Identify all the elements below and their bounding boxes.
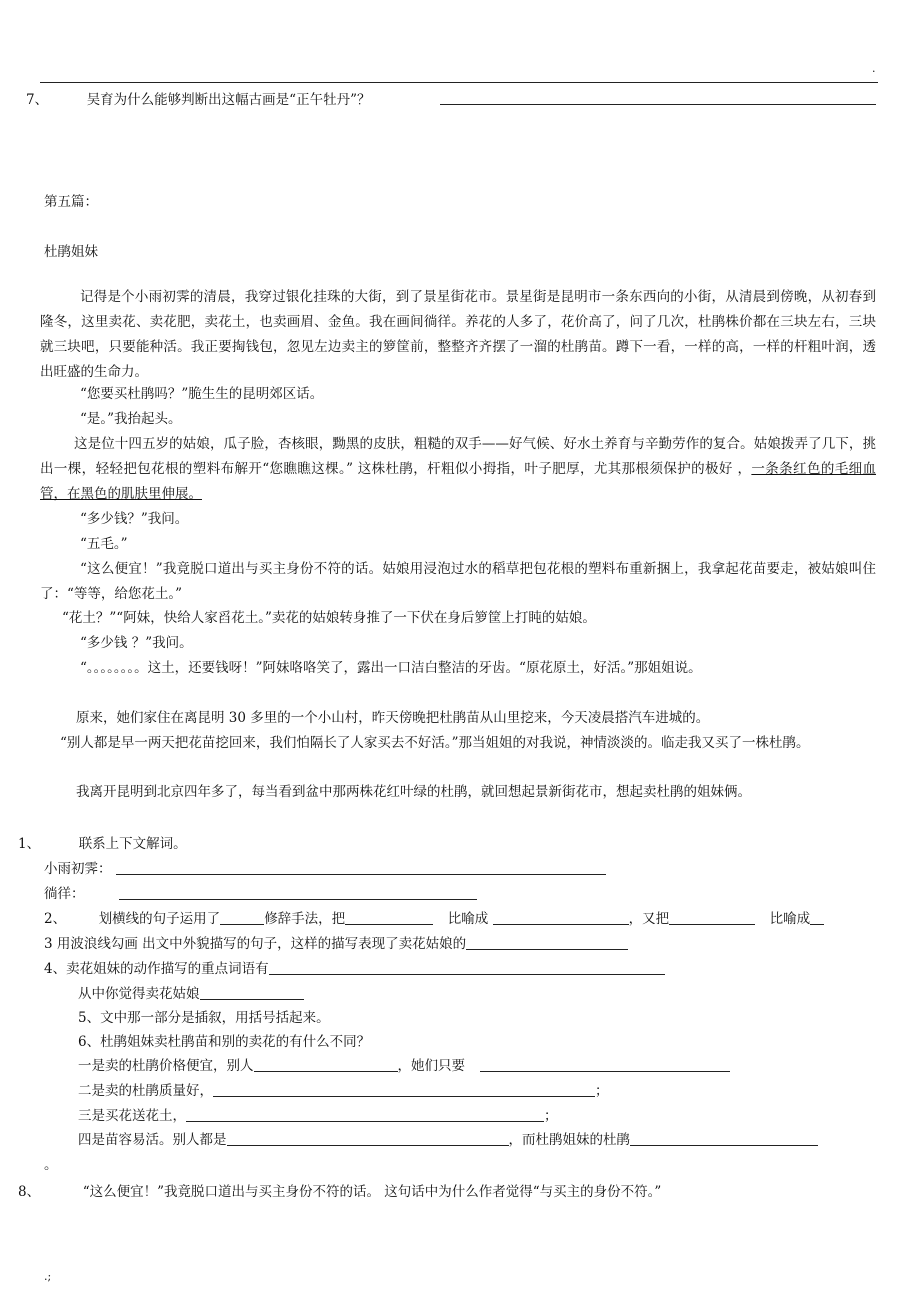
question-6-line-2 — [78, 1079, 609, 1099]
question-6-line-1-blank-2[interactable] — [480, 1057, 730, 1072]
question-7 — [26, 88, 371, 108]
footer-mark: .; — [44, 1270, 52, 1283]
question-1-word-2-label: 徜徉： — [44, 886, 85, 902]
question-6-line-3-blank[interactable] — [186, 1107, 544, 1122]
question-7-text: 吴育为什么能够判断出这幅古画是“正午牡丹”？ — [86, 92, 371, 108]
question-4-text: 4、卖花姐妹的动作描写的重点词语有 — [44, 961, 269, 977]
story-paragraph-13: 我离开昆明到北京四年多了，每当看到盆中那两株花红叶绿的杜鹃，就回想起景新街花市，想起卖杜鹃的姐妹俩。 — [76, 784, 751, 800]
question-6-line-4 — [78, 1128, 818, 1148]
question-1-word-2-answer[interactable] — [119, 885, 477, 900]
question-3-answer[interactable] — [466, 935, 628, 950]
story-paragraph-2: “您要买杜鹃吗？”脆生生的昆明郊区话。 — [80, 386, 324, 402]
question-6-line-4-text-b: ，而杜鹃姐妹的杜鹃 — [508, 1132, 630, 1148]
question-4-sub — [78, 982, 304, 1002]
story-paragraph-9: “多少钱 ？”我问。 — [80, 635, 193, 651]
corner-dot: . — [872, 62, 876, 75]
question-2-blank-3[interactable] — [493, 910, 629, 925]
question-6-line-2-blank[interactable] — [213, 1082, 595, 1097]
question-1-word-1 — [44, 857, 606, 877]
question-4-sub-answer[interactable] — [200, 985, 304, 1000]
story-paragraph-7: “这么便宜！”我竟脱口道出与买主身份不符的话。姑娘用浸泡过水的稻草把包花根的塑料布重新捆上，我拿起花苗要走，被姑娘叫住了：“等等，给您花土。” — [40, 561, 876, 602]
question-4-answer[interactable] — [269, 960, 665, 975]
question-2-blank-1[interactable] — [220, 910, 264, 925]
question-6: 6、杜鹃姐妹卖杜鹃苗和别的卖花的有什么不同？ — [78, 1034, 371, 1050]
question-6-line-1-text-a: 一是卖的杜鹃价格便宜，别人 — [78, 1058, 254, 1074]
section-title: 第五篇： — [44, 194, 98, 210]
story-title: 杜鹃姐妹 — [44, 244, 98, 260]
question-7-number: 7、 — [26, 92, 49, 108]
question-2-blank-2[interactable] — [345, 910, 433, 925]
story-paragraph-1: 记得是个小雨初霁的清晨，我穿过银化挂珠的大街，到了景星街花市。景星街是昆明市一条东西向的小街，从清晨到傍晚，从初春到隆冬，这里卖花、卖花肥，卖花土，也卖画眉、金鱼。我在画间徜徉。养花的人多了，花价高了，问了几次，杜鹃株价都在三块左右，三块就三块吧，只要能种活。我正要掏钱包，忽见左边卖主的箩筐前，整整齐齐摆了一溜的杜鹃苗。蹲下一看，一样的高，一样的杆粗叶润，透出旺盛的生命力。 — [40, 289, 876, 380]
question-8-text: “这么便宜！”我竟脱口道出与买主身份不符的话。 这句话中为什么作者觉得“与买主的身份不符。” — [82, 1184, 662, 1200]
question-4-sub-text: 从中你觉得卖花姑娘 — [78, 986, 200, 1002]
question-2-number: 2、 — [44, 911, 67, 927]
question-7-answer-line[interactable] — [440, 90, 876, 105]
story-paragraph-4 — [40, 432, 876, 507]
question-2-text-b: 修辞手法，把 — [264, 911, 346, 927]
question-6-line-2-text: 二是卖的杜鹃质量好， — [78, 1083, 213, 1099]
question-2-text-d: ，又把 — [628, 911, 670, 927]
question-1-word-2 — [44, 882, 477, 902]
question-4 — [44, 957, 665, 977]
question-1-text: 联系上下文解词。 — [78, 836, 187, 852]
story-paragraph-4-text: 这是位十四五岁的姑娘，瓜子脸，杏核眼，黝黑的皮肤，粗糙的双手——好气候、好水土养育与辛勤劳作的复合。姑娘拨弄了几下，挑出一棵，轻轻把包花根的塑料布解开“您瞧瞧这棵。” 这株杜鹃，杆粗似小拇指，叶子肥厚，尤其那根须保护的极好 ， — [40, 436, 876, 477]
story-paragraph-8: “花土？”“阿妹，快给人家舀花土。”卖花的姑娘转身推了一下伏在身后箩筐上打盹的姑娘。 — [62, 610, 596, 626]
question-1-word-1-label: 小雨初霁： — [44, 861, 112, 877]
question-6-line-2-end: ； — [595, 1083, 609, 1099]
question-8-number: 8、 — [18, 1184, 41, 1200]
question-6-line-1-blank-1[interactable] — [254, 1057, 398, 1072]
question-5: 5、文中那一部分是插叙，用括号括起来。 — [78, 1010, 330, 1026]
question-1-word-1-answer[interactable] — [116, 860, 606, 875]
question-2 — [44, 907, 824, 927]
question-6-line-1 — [78, 1054, 730, 1074]
question-8 — [18, 1180, 661, 1200]
question-6-line-3-end: ； — [544, 1108, 558, 1124]
question-6-line-4-text-a: 四是苗容易活。别人都是 — [78, 1132, 227, 1148]
story-paragraph-5: “多少钱？”我问。 — [80, 511, 189, 527]
question-2-text-c: 比喻成 — [447, 911, 489, 927]
story-paragraph-11: 原来，她们家住在离昆明 30 多里的一个小山村，昨天傍晚把杜鹃苗从山里挖来，今天凌晨搭汽车进城的。 — [76, 710, 710, 726]
question-6-end: 。 — [44, 1157, 58, 1173]
question-6-line-4-blank-2[interactable] — [630, 1131, 818, 1146]
question-6-line-3-text: 三是买花送花土， — [78, 1108, 186, 1124]
top-rule — [40, 82, 878, 83]
question-6-line-3 — [78, 1104, 558, 1124]
question-1-number: 1、 — [18, 836, 41, 852]
story-paragraph-10: “。。。。。。。。这土，还要钱呀！”阿妹咯咯笑了，露出一口洁白整洁的牙齿。“原花原土，好活。”那姐姐说。 — [80, 660, 702, 676]
question-2-text-a: 划横线的句子运用了 — [98, 911, 221, 927]
story-paragraph-12: “别人都是早一两天把花苗挖回来，我们怕隔长了人家买去不好活。”那当姐姐的对我说，神情淡淡的。临走我又买了一株杜鹃。 — [60, 735, 810, 751]
underlined-sentence: 一条条红色的毛细血管，在黑色的肌肤里伸展。 — [40, 461, 877, 502]
story-paragraph-3: “是。”我抬起头。 — [80, 411, 182, 427]
question-6-line-4-blank-1[interactable] — [227, 1131, 509, 1146]
question-3 — [44, 932, 628, 952]
question-3-text: 3 用波浪线勾画 出文中外貌描写的句子，这样的描写表现了卖花姑娘的 — [44, 936, 467, 952]
question-2-blank-4[interactable] — [669, 910, 755, 925]
story-paragraph-6: “五毛。” — [80, 536, 128, 552]
question-6-line-1-text-b: ，她们只要 — [397, 1058, 465, 1074]
question-2-text-e: 比喻成 — [769, 911, 811, 927]
question-2-blank-5[interactable] — [810, 910, 824, 925]
question-1 — [18, 832, 187, 852]
